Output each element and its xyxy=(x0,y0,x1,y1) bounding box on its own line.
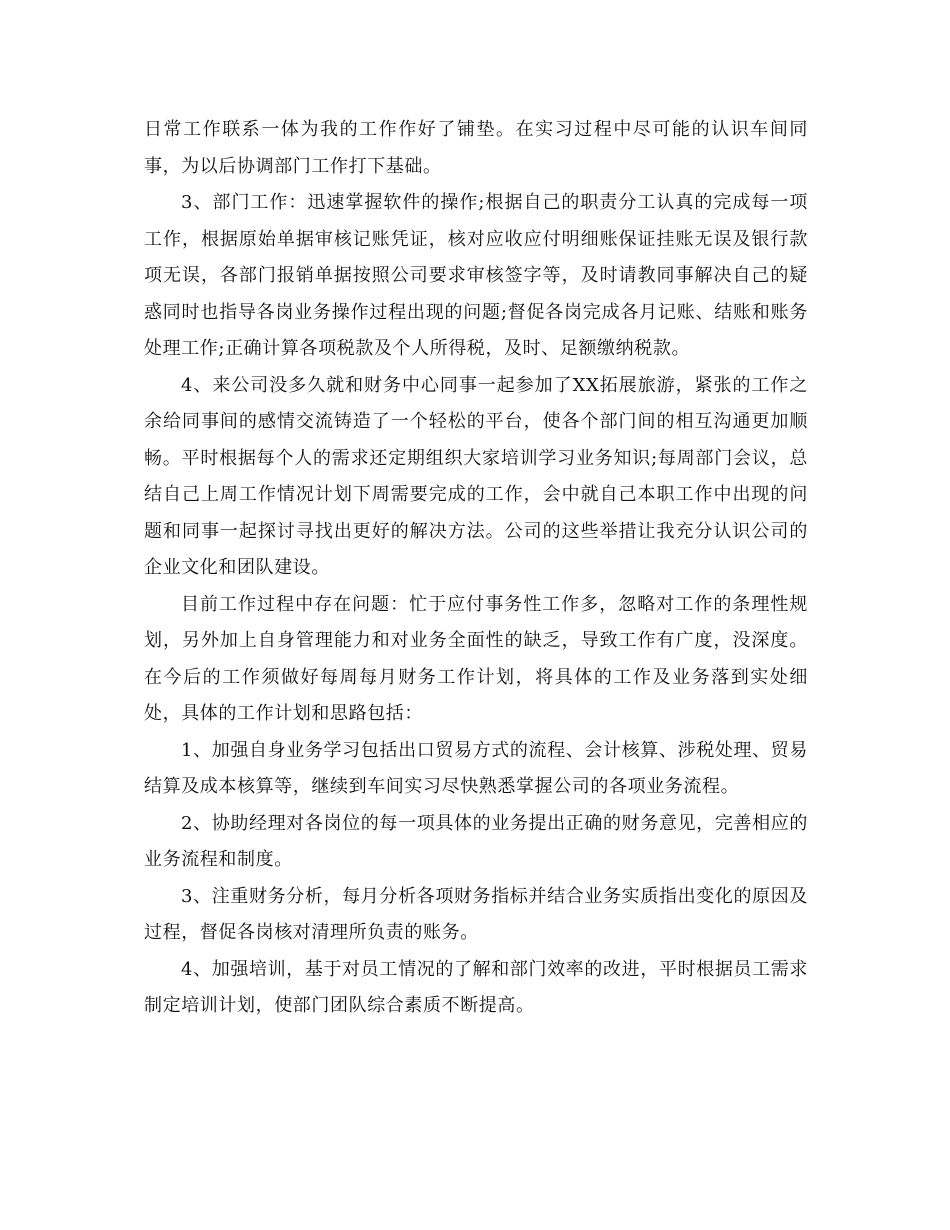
paragraph-plan-item-3: 3、注重财务分析，每月分析各项财务指标并结合业务实质指出变化的原因及过程，督促各岗核对清理所负责的账务。 xyxy=(144,885,808,943)
paragraph-department-work: 3、部门工作：迅速掌握软件的操作;根据自己的职责分工认真的完成每一项工作，根据原始单据审核记账凭证，核对应收应付明细账保证挂账无误及银行款项无误，各部门报销单据按照公司要求审核签字等，及时请教同事解决自己的疑惑同时也指导各岗业务操作过程出现的问题;督促各岗完成各月记账、结账和账务处理工作;正确计算各项税款及个人所得税，及时、足额缴纳税款。 xyxy=(144,192,808,359)
paragraph-team-activities: 4、来公司没多久就和财务中心同事一起参加了XX拓展旅游，紧张的工作之余给同事间的感情交流铸造了一个轻松的平台，使各个部门间的相互沟通更加顺畅。平时根据每个人的需求还定期组织大家培训学习业务知识;每周部门会议，总结自己上周工作情况计划下周需要完成的工作，会中就自己本职工作中出现的问题和同事一起探讨寻找出更好的解决方法。公司的这些举措让我充分认识公司的企业文化和团队建设。 xyxy=(144,374,808,578)
paragraph-continuation: 日常工作联系一体为我的工作作好了铺垫。在实习过程中尽可能的认识车间同事，为以后协调部门工作打下基础。 xyxy=(144,119,808,177)
paragraph-current-problems: 目前工作过程中存在问题：忙于应付事务性工作多，忽略对工作的条理性规划，另外加上自身管理能力和对业务全面性的缺乏，导致工作有广度，没深度。在今后的工作须做好每周每月财务工作计划，将具体的工作及业务落到实处细处，具体的工作计划和思路包括： xyxy=(144,593,808,724)
paragraph-plan-item-2: 2、协助经理对各岗位的每一项具体的业务提出正确的财务意见，完善相应的业务流程和制度。 xyxy=(144,812,808,870)
paragraph-plan-item-4: 4、加强培训，基于对员工情况的了解和部门效率的改进，平时根据员工需求制定培训计划，使部门团队综合素质不断提高。 xyxy=(144,958,808,1016)
document-body xyxy=(144,112,808,1025)
paragraph-plan-item-1: 1、加强自身业务学习包括出口贸易方式的流程、会计核算、涉税处理、贸易结算及成本核算等，继续到车间实习尽快熟悉掌握公司的各项业务流程。 xyxy=(144,739,808,797)
